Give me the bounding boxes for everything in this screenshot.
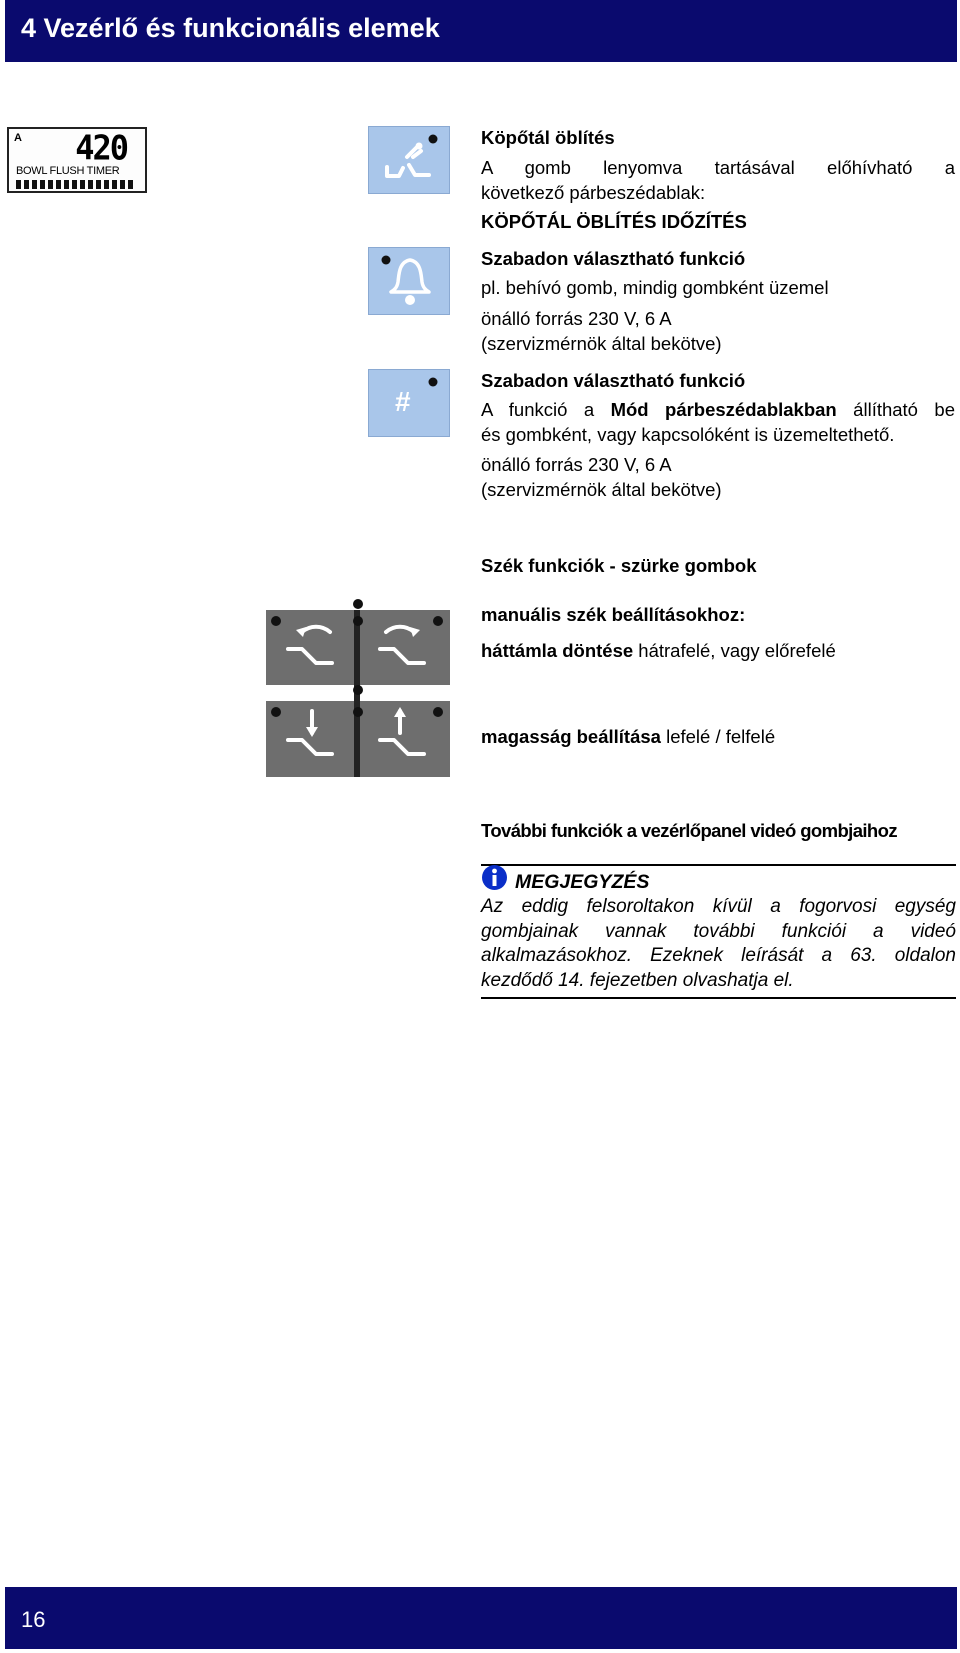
note-top-rule (481, 864, 956, 866)
lcd-mode: A (14, 132, 22, 144)
lcd-bar-indicator (16, 180, 133, 189)
hash-line4: (szervizmérnök által bekötve) (481, 479, 722, 500)
hash-line2: és gombként, vagy kapcsolóként is üzemeltethető. (481, 424, 895, 445)
chair-heading: Szék funkciók - szürke gombok (481, 555, 757, 576)
chair-backrest: háttámla döntése hátrafelé, vagy előrefelé (481, 640, 836, 661)
info-icon (481, 864, 508, 896)
header-bar (5, 0, 957, 62)
note-body: Az eddig felsoroltakon kívül a fogorvosi egység gombjainak vannak további funkciói a videó alkalmazásokhoz. Ezeknek leírását a 63. oldalon kezdődő 14. fejezetben olvashatja el. (481, 896, 956, 991)
bowl-flush-icon (368, 126, 450, 194)
page-title: 4 Vezérlő és funkcionális elemek (21, 13, 440, 43)
note-title: MEGJEGYZÉS (515, 871, 650, 893)
note-bottom-rule (481, 997, 956, 999)
hash-glyph: # (395, 386, 411, 417)
hash-line3: önálló forrás 230 V, 6 A (481, 454, 672, 475)
footer-bar (5, 1587, 957, 1649)
page-number: 16 (21, 1607, 46, 1632)
hash-line1: A funkció a Mód párbeszédablakban állítható be (481, 399, 955, 420)
bowl-flush-dialog: KÖPŐTÁL ÖBLÍTÉS IDŐZÍTÉS (481, 211, 747, 232)
hash-icon (368, 369, 450, 437)
bowl-flush-line1: A gomb lenyomva tartásával előhívható a (481, 157, 955, 178)
bell-line1: pl. behívó gomb, mindig gombként üzemel (481, 277, 829, 298)
chair-height: magasság beállítása lefelé / felfelé (481, 726, 776, 747)
hash-heading: Szabadon választható funkció (481, 370, 746, 391)
chair-manual: manuális szék beállításokhoz: (481, 604, 746, 625)
bell-line3: (szervizmérnök által bekötve) (481, 333, 722, 354)
lcd-value: 420 (75, 128, 127, 168)
lcd-label: BOWL FLUSH TIMER (16, 165, 120, 177)
bell-icon (368, 247, 450, 315)
lcd-display (7, 127, 147, 193)
bell-heading: Szabadon választható funkció (481, 248, 746, 269)
video-heading: További funkciók a vezérlőpanel videó gombjaihoz (481, 820, 897, 841)
bowl-flush-line2: következő párbeszédablak: (481, 182, 706, 203)
bell-line2: önálló forrás 230 V, 6 A (481, 308, 672, 329)
bowl-flush-heading: Köpőtál öblítés (481, 127, 615, 148)
chair-buttons-panel (266, 597, 450, 777)
